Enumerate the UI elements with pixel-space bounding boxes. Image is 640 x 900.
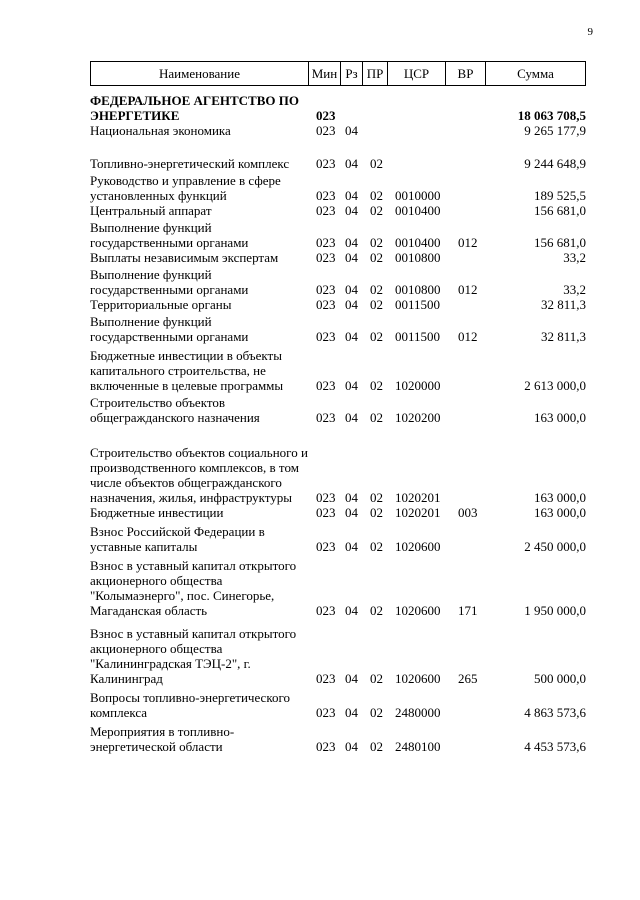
row-rz: 04 xyxy=(345,250,358,265)
row-pr: 02 xyxy=(370,505,383,520)
row-rz: 04 xyxy=(345,329,358,344)
row-min: 023 xyxy=(316,739,336,754)
row-name: Вопросы топливно-энергетического комплекса xyxy=(90,690,290,720)
row-min: 023 xyxy=(316,188,336,203)
table-row xyxy=(90,123,586,138)
row-pr: 02 xyxy=(370,378,383,393)
row-name: Руководство и управление в сфере установленных функций xyxy=(90,173,281,203)
row-rz: 04 xyxy=(345,505,358,520)
row-sum: 163 000,0 xyxy=(534,490,586,505)
row-sum: 32 811,3 xyxy=(540,329,586,344)
row-pr: 02 xyxy=(370,603,383,618)
table-row xyxy=(90,93,586,123)
table-row xyxy=(90,250,586,265)
table-row xyxy=(90,724,586,754)
table-row xyxy=(90,626,586,686)
row-rz: 04 xyxy=(345,282,358,297)
row-min: 023 xyxy=(316,235,336,250)
table-row xyxy=(90,348,586,393)
row-csr: 0011500 xyxy=(395,329,441,344)
table-row xyxy=(90,314,586,344)
row-min: 023 xyxy=(316,297,336,312)
row-sum: 500 000,0 xyxy=(534,671,586,686)
row-rz: 04 xyxy=(345,156,358,171)
row-csr: 0011500 xyxy=(395,297,441,312)
row-csr: 0010800 xyxy=(395,250,441,265)
row-sum: 2 613 000,0 xyxy=(524,378,586,393)
row-pr: 02 xyxy=(370,203,383,218)
row-sum: 4 863 573,6 xyxy=(524,705,586,720)
row-min: 023 xyxy=(316,490,336,505)
table-row xyxy=(90,445,586,505)
row-pr: 02 xyxy=(370,671,383,686)
row-min: 023 xyxy=(316,282,336,297)
row-csr: 2480000 xyxy=(395,705,441,720)
row-csr: 1020200 xyxy=(395,410,441,425)
row-sum: 9 244 648,9 xyxy=(524,156,586,171)
table-row xyxy=(90,395,586,425)
row-pr: 02 xyxy=(370,490,383,505)
row-csr: 0010000 xyxy=(395,188,441,203)
table-row xyxy=(90,297,586,312)
row-vr: 265 xyxy=(458,671,478,686)
row-pr: 02 xyxy=(370,156,383,171)
row-csr: 1020600 xyxy=(395,539,441,554)
row-min: 023 xyxy=(316,505,336,520)
row-pr: 02 xyxy=(370,282,383,297)
row-rz: 04 xyxy=(345,378,358,393)
row-name: Центральный аппарат xyxy=(90,203,212,218)
row-vr: 012 xyxy=(458,235,478,250)
table-row xyxy=(90,524,586,554)
row-name: Взнос в уставный капитал открытого акционерного общества "Колымаэнерго", пос. Синегорье, Магаданская область xyxy=(90,558,297,618)
row-csr: 2480100 xyxy=(395,739,441,754)
row-name: Бюджетные инвестиции xyxy=(90,505,224,520)
table-row xyxy=(90,558,586,618)
row-min: 023 xyxy=(316,539,336,554)
row-name: Бюджетные инвестиции в объекты капитального строительства, не включенные в целевые программы xyxy=(90,348,284,393)
row-rz: 04 xyxy=(345,739,358,754)
page-number: 9 xyxy=(587,26,593,38)
row-rz: 04 xyxy=(345,235,358,250)
row-sum: 189 525,5 xyxy=(534,188,586,203)
row-rz: 04 xyxy=(345,188,358,203)
row-min: 023 xyxy=(316,671,336,686)
row-name: ФЕДЕРАЛЬНОЕ АГЕНТСТВО ПО ЭНЕРГЕТИКЕ xyxy=(90,93,299,123)
row-sum: 1 950 000,0 xyxy=(524,603,586,618)
row-vr: 012 xyxy=(458,329,478,344)
row-name: Строительство объектов общегражданского назначения xyxy=(90,395,260,425)
row-rz: 04 xyxy=(345,203,358,218)
row-rz: 04 xyxy=(345,539,358,554)
row-rz: 04 xyxy=(345,705,358,720)
row-min: 023 xyxy=(316,378,336,393)
row-sum: 163 000,0 xyxy=(534,505,586,520)
row-sum: 156 681,0 xyxy=(534,235,586,250)
row-sum: 163 000,0 xyxy=(534,410,586,425)
row-csr: 0010400 xyxy=(395,235,441,250)
row-csr: 1020201 xyxy=(395,490,441,505)
row-rz: 04 xyxy=(345,123,358,138)
budget-table-body xyxy=(90,93,586,754)
row-rz: 04 xyxy=(345,297,358,312)
table-row xyxy=(90,267,586,297)
row-rz: 04 xyxy=(345,490,358,505)
row-csr: 1020600 xyxy=(395,671,441,686)
header-pr: ПР xyxy=(363,62,388,85)
table-row xyxy=(90,220,586,250)
row-pr: 02 xyxy=(370,188,383,203)
row-name: Мероприятия в топливно-энергетической области xyxy=(90,724,235,754)
row-sum: 33,2 xyxy=(563,282,586,297)
row-sum: 33,2 xyxy=(563,250,586,265)
row-sum: 2 450 000,0 xyxy=(524,539,586,554)
row-pr: 02 xyxy=(370,739,383,754)
row-name: Взнос Российской Федерации в уставные капиталы xyxy=(90,524,265,554)
row-name: Топливно-энергетический комплекс xyxy=(90,156,290,171)
row-rz: 04 xyxy=(345,603,358,618)
row-csr: 1020600 xyxy=(395,603,441,618)
row-csr: 1020000 xyxy=(395,378,441,393)
row-rz: 04 xyxy=(345,671,358,686)
header-vr: ВР xyxy=(446,62,486,85)
row-pr: 02 xyxy=(370,705,383,720)
row-vr: 171 xyxy=(458,603,478,618)
row-csr: 1020201 xyxy=(395,505,441,520)
row-min: 023 xyxy=(316,705,336,720)
row-vr: 012 xyxy=(458,282,478,297)
row-pr: 02 xyxy=(370,297,383,312)
row-min: 023 xyxy=(316,329,336,344)
row-min: 023 xyxy=(316,603,336,618)
row-min: 023 xyxy=(316,123,336,138)
row-vr: 003 xyxy=(458,505,478,520)
row-name: Выполнение функций государственными органами xyxy=(90,220,249,250)
row-sum: 4 453 573,6 xyxy=(524,739,586,754)
table-header xyxy=(90,61,586,86)
row-csr: 0010400 xyxy=(395,203,441,218)
row-pr: 02 xyxy=(370,329,383,344)
row-rz: 04 xyxy=(345,410,358,425)
row-pr: 02 xyxy=(370,539,383,554)
row-min: 023 xyxy=(316,203,336,218)
row-name: Выполнение функций государственными органами xyxy=(90,267,249,297)
table-row xyxy=(90,690,586,720)
row-csr: 0010800 xyxy=(395,282,441,297)
row-pr: 02 xyxy=(370,250,383,265)
header-rz: Рз xyxy=(341,62,363,85)
header-name: Наименование xyxy=(91,62,309,85)
row-name: Строительство объектов социального и производственного комплексов, в том числе объектов общегражданского назначения, жилья, инфраструктуры xyxy=(90,445,308,505)
row-name: Выплаты независимым экспертам xyxy=(90,250,279,265)
table-row xyxy=(90,505,586,520)
table-row xyxy=(90,203,586,218)
row-name: Территориальные органы xyxy=(90,297,232,312)
row-pr: 02 xyxy=(370,410,383,425)
header-csr: ЦСР xyxy=(388,62,446,85)
row-sum: 156 681,0 xyxy=(534,203,586,218)
header-sum: Сумма xyxy=(517,65,554,81)
row-name: Выполнение функций государственными органами xyxy=(90,314,249,344)
row-min: 023 xyxy=(316,250,336,265)
row-min: 023 xyxy=(316,410,336,425)
table-row xyxy=(90,173,586,203)
row-sum: 32 811,3 xyxy=(540,297,586,312)
row-name: Национальная экономика xyxy=(90,123,231,138)
row-min: 023 xyxy=(316,108,336,123)
table-row xyxy=(90,156,586,171)
row-name: Взнос в уставный капитал открытого акционерного общества "Калининградская ТЭЦ-2", г. Калининград xyxy=(90,626,297,686)
row-sum: 18 063 708,5 xyxy=(517,108,586,123)
header-min: Мин xyxy=(309,62,341,85)
row-sum: 9 265 177,9 xyxy=(524,123,586,138)
row-pr: 02 xyxy=(370,235,383,250)
row-min: 023 xyxy=(316,156,336,171)
